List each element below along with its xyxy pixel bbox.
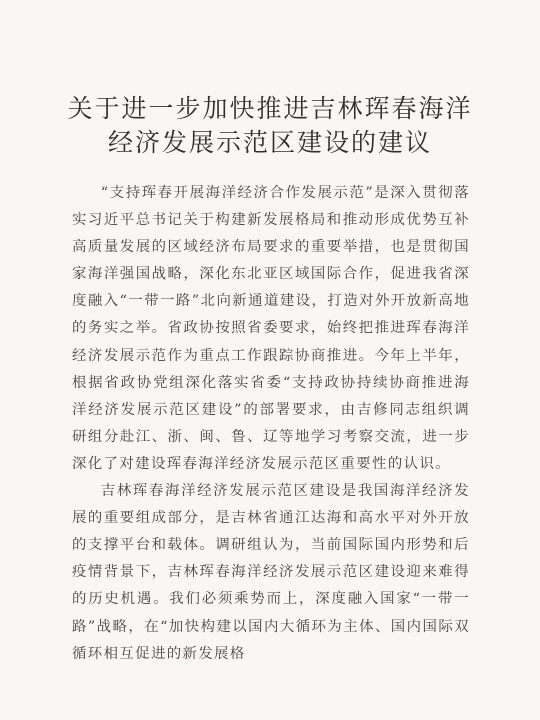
document-body — [72, 180, 470, 668]
document-title — [0, 92, 540, 160]
paragraph-1: “支持珲春开展海洋经济合作发展示范”是深入贯彻落实习近平总书记关于构建新发展格局和推动形成优势互补高质量发展的区域经济布局要求的重要举措，也是贯彻国家海洋强国战略，深化东北亚区域国际合作，促进我省深度融入“一带一路”北向新通道建设，打造对外开放新高地的务实之举。省政协按照省委要求，始终把推进珲春海洋经济发展示范作为重点工作跟踪协商推进。今年上半年，根据省政协党组深化落实省委“支持政协持续协商推进海洋经济发展示范区建设”的部署要求，由吉修同志组织调研组分赴江、浙、闽、鲁、辽等地学习考察交流，进一步深化了对建设珲春海洋经济发展示范区重要性的认识。 — [72, 185, 470, 472]
paragraph-2: 吉林珲春海洋经济发展示范区建设是我国海洋经济发展的重要组成部分，是吉林省通江达海和高水平对外开放的支撑平台和载体。调研组认为，当前国际国内形势和后疫情背景下，吉林珲春海洋经济发展示范区建设迎来难得的历史机遇。我们必须乘势而上，深度融入国家“一带一路”战略，在“加快构建以国内大循环为主体、国内国际双循环相互促进的新发展格 — [72, 483, 470, 662]
title-line-2: 经济发展示范区建设的建议 — [107, 128, 432, 157]
title-line-1: 关于进一步加快推进吉林珲春海洋 — [67, 94, 473, 123]
